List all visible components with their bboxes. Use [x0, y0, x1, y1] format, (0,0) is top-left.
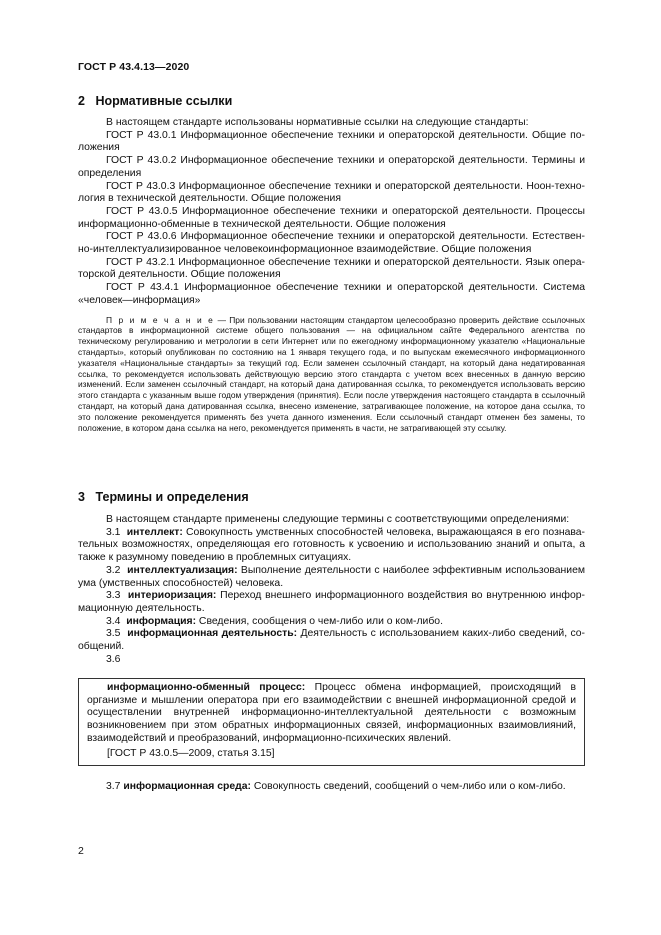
term-name: информация: — [126, 615, 197, 627]
ref-item: ГОСТ Р 43.0.1 Информационное обеспечение техники и операторской деятельности. Общие положения — [78, 129, 585, 154]
term-name: информационная деятельность: — [127, 628, 298, 640]
ref-item: ГОСТ Р 43.0.2 Информационное обеспечение техники и операторской деятельности. Термины и определения — [78, 155, 585, 179]
note-label: П р и м е ч а н и е — [106, 314, 215, 325]
ref-item: ГОСТ Р 43.2.1 Информационное обеспечение техники и операторской деятельности. Язык операторской деятельности. Общие положения — [78, 256, 585, 281]
term-name: информационно-обменный процесс: — [107, 682, 306, 693]
note-text: — При пользовании настоящим стандартом целесообразно проверить действие ссылочных стандартов в информационной системе общего пользования — на официальном сайте Федерального агентства по техническому регулированию и метрологии в сети Интернет или по ежегодному информационному указателю «Национальные стандарты», который опубликован по состоянию на 1 января текущего года, и по выпускам ежемесячного информационного указателя «Национальные стандарты» за текущий год. Если заменен ссылочный стандарт, на который дана недатированная ссылка, то рекомендуется использовать действующую версию этого стандарта с учетом всех внесенных в данную версию изменений. Если заменен ссылочный стандарт, на который дана датированная ссылка, то рекомендуется использовать версию этого стандарта с указанным выше годом утверждения (принятия). Если после утверждения настоящего стандарта в ссылочный стандарт, на который дана датированная ссылка, внесено изменение, затрагивающее положение, на которое дана ссылка, то это положение рекомендуется применять без учета данного изменения. Если ссылочный стандарт отменен без замены, то положение, в котором дана ссылка на него, рекомендуется применять в части, не затрагивающей эту ссылку. — [78, 314, 585, 433]
term-3-7 — [78, 781, 585, 794]
term-name: интериоризация: — [127, 590, 217, 602]
term-source: [ГОСТ Р 43.0.5—2009, статья 3.15] — [107, 747, 275, 759]
term-entry: информационно-обменный процесс: Процесс обмена информацией, происходящий в организме и мышлении оператора при его взаимодействии с внешней информационной средой и осуществлении внутренней информационно-интеллектуальной деятельности с возможным возникновением при этом обратных информационных связей, информационных взаимовлияний, взаимодействий и преобразований, информационно-психических явлений. — [87, 682, 576, 744]
term-entry: 3.7 информационная среда: Совокупность сведений, сообщений о чем-либо или о ком-либо. — [106, 781, 566, 792]
section-2-number: 2 — [78, 94, 85, 108]
term-name: интеллект: — [126, 526, 183, 538]
term-name: информационная среда: — [123, 781, 251, 792]
page-number: 2 — [78, 845, 84, 857]
term-entry: 3.1 интеллект: Совокупность умственных способностей человека, выражающаяся в его познавательных возможностях, определяющая его готовность к усвоению и использованию знаний и опыта, а также к разумному поведению в проблемных ситуациях. — [78, 526, 585, 564]
ref-item: ГОСТ Р 43.0.6 Информационное обеспечение техники и операторской деятельности. Естественно-интеллектуализированное человекоинформационное взаимодействие. Общие положения — [78, 231, 585, 256]
section-3-intro: В настоящем стандарте применены следующие термины с соответствующими определениями: — [106, 514, 570, 525]
term-3-6-number: 3.6 — [106, 653, 121, 665]
ref-item: ГОСТ Р 43.0.3 Информационное обеспечение техники и операторской деятельности. Ноон-технология в технической деятельности. Общие положения — [78, 180, 585, 205]
term-3-6-box — [78, 678, 585, 766]
ref-item: ГОСТ Р 43.4.1 Информационное обеспечение техники и операторской деятельности. Система «человек—информация» — [78, 282, 585, 306]
term-name: интеллектуализация: — [127, 564, 238, 576]
section-2-heading — [78, 94, 232, 108]
section-3-heading — [78, 490, 249, 504]
section-2-intro: В настоящем стандарте использованы нормативные ссылки на следующие стандарты: — [106, 117, 529, 128]
term-entry: 3.4 информация: Сведения, сообщения о чем-либо или о ком-либо. — [106, 615, 443, 627]
section-3-body — [78, 514, 585, 666]
ref-item: ГОСТ Р 43.0.5 Информационное обеспечение техники и операторской деятельности. Процессы информационно-обменные в технической деятельности. Общие положения — [78, 205, 585, 230]
term-entry: 3.5 информационная деятельность: Деятельность с использованием каких-либо сведений, сообщений. — [78, 628, 586, 653]
note-paragraph — [78, 315, 585, 434]
term-entry: 3.2 интеллектуализация: Выполнение деятельности с наиболее эффективным использованием ума (умственных способностей) человека. — [78, 564, 586, 589]
section-3-title: Термины и определения — [95, 490, 249, 504]
section-3-number: 3 — [78, 490, 85, 504]
section-2-title: Нормативные ссылки — [95, 94, 233, 108]
term-entry: 3.3 интериоризация: Переход внешнего информационного воздействия во внутреннюю информационную деятельность. — [78, 590, 585, 614]
section-2-body — [78, 117, 585, 433]
document-header: ГОСТ Р 43.4.13—2020 — [78, 61, 190, 73]
